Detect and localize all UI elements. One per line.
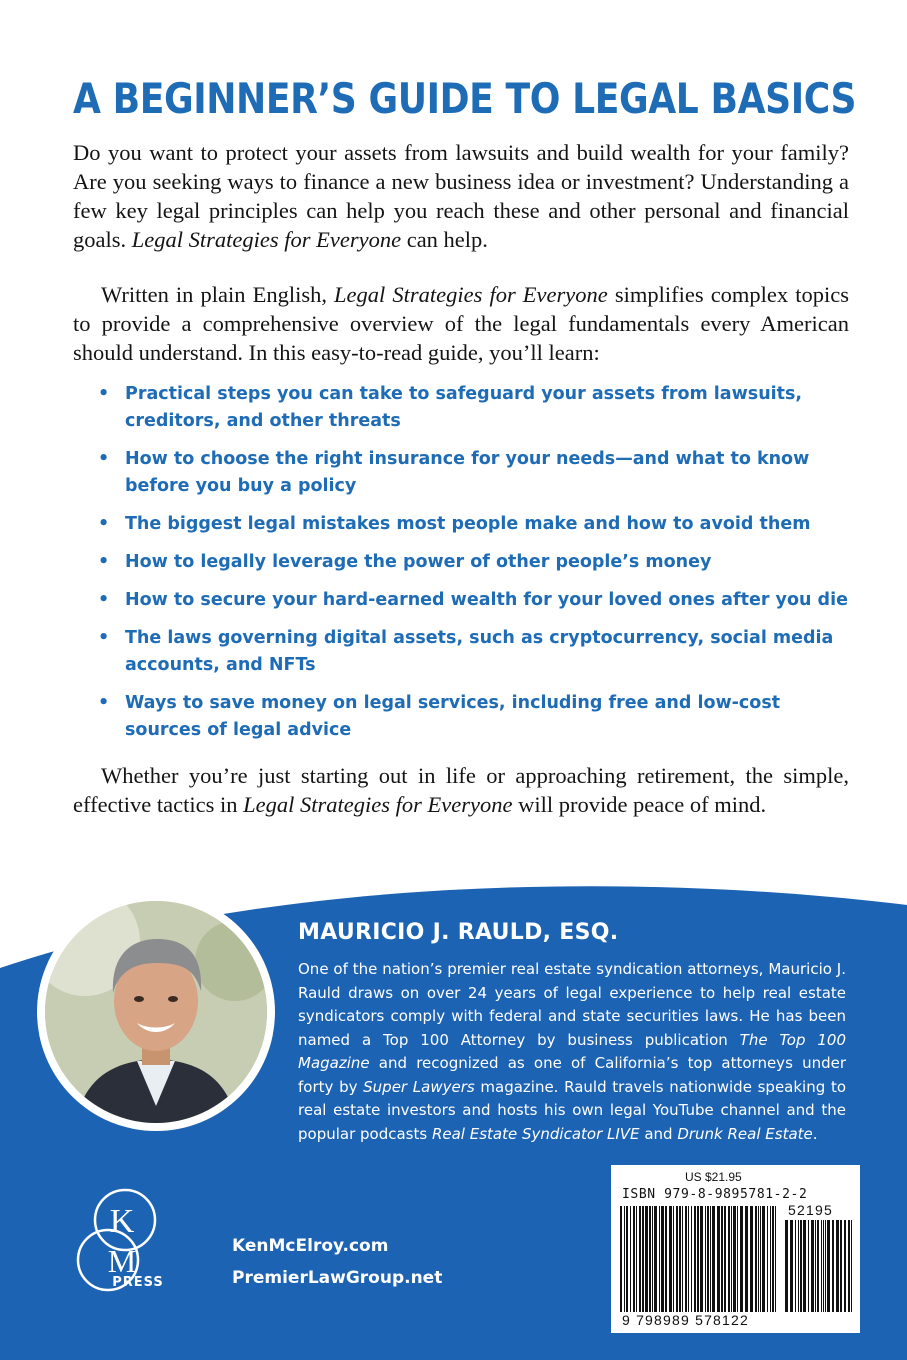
barcode-bar xyxy=(712,1206,715,1312)
author-photo xyxy=(45,901,267,1123)
barcode-bar xyxy=(750,1206,753,1312)
barcode-bar xyxy=(844,1220,846,1312)
barcode-bar xyxy=(652,1206,653,1312)
barcode-bar xyxy=(785,1220,788,1312)
barcode-bar xyxy=(688,1206,689,1312)
intro-text: Do you want to protect your assets from lawsuits and build wealth for your family? Are you seeking ways to finance a new business idea or investment? Understanding a few key legal principles can help you reach these and other personal and financial goals. xyxy=(73,140,849,252)
intro-text-end: simplifies complex topics to provide a comprehensive overview of the legal fundamentals every American should understand. In this easy-to-read guide, you’ll learn: xyxy=(73,282,850,365)
barcode-bar xyxy=(728,1206,730,1312)
magazine-name: The Top 100 Magazine xyxy=(298,1030,847,1072)
barcode-bar xyxy=(790,1220,793,1312)
barcode-bar xyxy=(694,1206,696,1312)
website-link-premierlawgroup[interactable]: PremierLawGroup.net xyxy=(232,1268,443,1288)
isbn-barcode xyxy=(620,1206,780,1312)
barcode-bar xyxy=(821,1220,822,1312)
price-label: US $21.95 xyxy=(685,1170,742,1184)
barcode-bar xyxy=(767,1206,768,1312)
barcode-bar xyxy=(645,1206,648,1312)
author-name: MAURICIO J. RAULD, ESQ. xyxy=(298,920,619,945)
barcode-bar xyxy=(717,1206,720,1312)
barcode-bar xyxy=(679,1206,681,1312)
barcode-bar xyxy=(731,1206,732,1312)
list-item-text: How to secure your hard-earned wealth for your loved ones after you die xyxy=(125,590,848,610)
barcode-bar xyxy=(740,1206,743,1312)
barcode-bar xyxy=(630,1206,631,1312)
portrait-illustration xyxy=(45,901,267,1123)
barcode-bar xyxy=(825,1220,826,1312)
barcode-bar xyxy=(832,1220,834,1312)
barcode-bar xyxy=(770,1206,771,1312)
magazine-name: Super Lawyers xyxy=(363,1077,475,1096)
barcode-bar xyxy=(710,1206,711,1312)
barcode-bar xyxy=(639,1206,641,1312)
barcode-bar xyxy=(620,1206,622,1312)
barcode-bar xyxy=(800,1220,802,1312)
barcode-bar xyxy=(760,1206,761,1312)
barcode-bar xyxy=(654,1206,657,1312)
bullet-icon: • xyxy=(98,449,110,469)
barcode-bar xyxy=(772,1206,774,1312)
barcode-bar xyxy=(827,1220,830,1312)
list-item-text: The laws governing digital assets, such as cryptocurrency, social media accounts, and NFTs xyxy=(125,628,834,675)
barcode-bar xyxy=(823,1220,824,1312)
barcode-bar xyxy=(803,1220,806,1312)
bullet-icon: • xyxy=(98,384,110,404)
list-item-text: How to choose the right insurance for your needs—and what to know before you buy a policy xyxy=(125,449,810,496)
closing-text-end: will provide peace of mind. xyxy=(512,792,767,817)
addon-digits: 52195 xyxy=(788,1202,833,1218)
barcode-bar xyxy=(745,1206,748,1312)
list-item-text: The biggest legal mistakes most people make and how to avoid them xyxy=(125,514,811,534)
list-item-text: Ways to save money on legal services, including free and low-cost sources of legal advice xyxy=(125,693,781,740)
logo-k: K xyxy=(109,1203,135,1240)
barcode-bar xyxy=(758,1206,759,1312)
barcode-bar xyxy=(624,1206,625,1312)
list-item-text: Practical steps you can take to safeguard your assets from lawsuits, creditors, and other threats xyxy=(125,384,803,431)
headline: A BEGINNER’S GUIDE TO LEGAL BASICS xyxy=(73,74,857,123)
km-press-logo xyxy=(70,1180,180,1300)
barcode-bar xyxy=(815,1220,816,1312)
barcode-bar xyxy=(721,1206,723,1312)
barcode-bar xyxy=(707,1206,709,1312)
barcode-bar xyxy=(636,1206,637,1312)
bio-text: and xyxy=(639,1124,678,1143)
podcast-name: Real Estate Syndicator LIVE xyxy=(431,1124,640,1143)
barcode-bar xyxy=(775,1206,776,1312)
bio-text: One of the nation’s premier real estate syndication attorneys, Mauricio J. Rauld draws on over 24 years of legal experience to help real estate syndicators comply with federal and state securities laws. He has been named a Top 100 Attorney by business publication xyxy=(298,960,846,1049)
bullet-icon: • xyxy=(98,693,110,713)
barcode-bar xyxy=(665,1206,667,1312)
barcode-bar xyxy=(762,1206,765,1312)
isbn-label: ISBN 979-8-9895781-2-2 xyxy=(622,1187,808,1202)
bio-text: magazine. Rauld travels nationwide speaking to real estate investors and hosts his own legal YouTube channel and the popular podcasts xyxy=(298,1077,846,1143)
barcode-bar xyxy=(626,1206,628,1312)
closing-text: Whether you’re just starting out in life or approaching retirement, the simple, effective tactics in xyxy=(73,763,849,817)
podcast-name: Drunk Real Estate xyxy=(677,1124,813,1143)
barcode-bar xyxy=(705,1206,706,1312)
barcode-bar xyxy=(685,1206,687,1312)
barcode-bar xyxy=(697,1206,699,1312)
barcode-bar xyxy=(673,1206,674,1312)
barcode-bar xyxy=(737,1206,738,1312)
barcode-bar xyxy=(691,1206,692,1312)
bullet-icon: • xyxy=(98,514,110,534)
ean-digits: 9 798989 578122 xyxy=(622,1312,749,1328)
barcode-bar xyxy=(669,1206,672,1312)
book-title-mention: Legal Strategies for Everyone xyxy=(243,792,513,817)
barcode-bar xyxy=(633,1206,635,1312)
logo-m: M xyxy=(107,1243,137,1279)
barcode-bar xyxy=(642,1206,644,1312)
website-link-kenmcelroy[interactable]: KenMcElroy.com xyxy=(232,1236,389,1256)
list-item-text: How to legally leverage the power of other people’s money xyxy=(125,552,712,572)
bio-text: . xyxy=(812,1124,818,1143)
barcode-bar xyxy=(851,1220,852,1312)
barcode-bar xyxy=(661,1206,664,1312)
barcode-bar xyxy=(659,1206,660,1312)
barcode-bar xyxy=(676,1206,678,1312)
intro-text-end: can help. xyxy=(401,227,488,252)
book-title-mention: Legal Strategies for Everyone xyxy=(131,227,402,252)
intro-text: Written in plain English, xyxy=(101,282,335,307)
bullet-icon: • xyxy=(98,628,110,648)
barcode-bar xyxy=(836,1220,839,1312)
bullet-icon: • xyxy=(98,590,110,610)
logo-press: PRESS xyxy=(112,1275,164,1290)
barcode-bar xyxy=(733,1206,736,1312)
barcode-bar xyxy=(798,1220,799,1312)
barcode-bar xyxy=(682,1206,683,1312)
barcode-bar xyxy=(700,1206,703,1312)
barcode-bar xyxy=(755,1206,757,1312)
barcode-bar xyxy=(848,1220,850,1312)
barcode-bar xyxy=(795,1220,796,1312)
barcode-bar xyxy=(808,1220,809,1312)
addon-barcode xyxy=(785,1220,855,1312)
barcode-bar xyxy=(649,1206,651,1312)
author-bio xyxy=(298,958,846,1146)
barcode-bar xyxy=(811,1220,814,1312)
barcode-bar xyxy=(840,1220,842,1312)
barcode-bar xyxy=(817,1220,819,1312)
book-title-mention: Legal Strategies for Everyone xyxy=(334,282,608,307)
bio-text: and recognized as one of California’s top attorneys under forty by xyxy=(298,1054,846,1096)
barcode-bar xyxy=(724,1206,726,1312)
bullet-icon: • xyxy=(98,552,110,572)
